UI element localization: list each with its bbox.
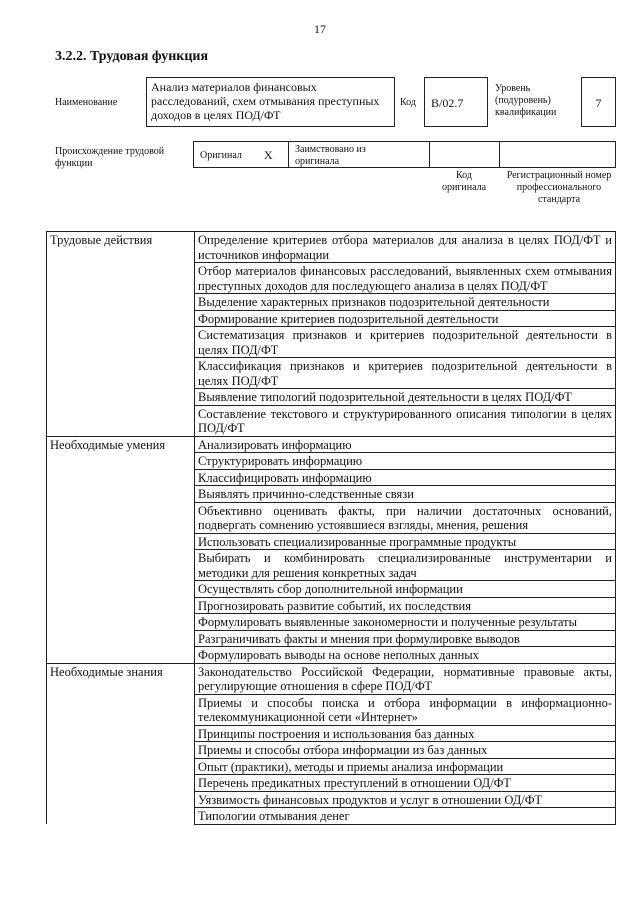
original-mark: X xyxy=(264,148,273,162)
section-item: Разграничивать факты и мнения при формулировке выводов xyxy=(195,630,616,647)
borrowed-label: Заимствовано из оригинала xyxy=(295,144,366,167)
table-row xyxy=(47,663,616,694)
section-title-cell: Необходимые знания xyxy=(47,663,195,824)
table-row xyxy=(47,232,616,263)
section-item: Выбирать и комбинировать специализированные инструментарии и методики для решения конкретных задач xyxy=(195,550,616,581)
section-item: Законодательство Российской Федерации, нормативные правовые акты, регулирующие отношения в сфере ПОД/ФТ xyxy=(195,663,616,694)
section-item: Формулировать выводы на основе неполных данных xyxy=(195,647,616,664)
section-item: Составление текстового и структурированного описания типологии в целях ПОД/ФТ xyxy=(195,405,616,436)
section-item: Классификация признаков и критериев подозрительной деятельности в целях ПОД/ФТ xyxy=(195,358,616,389)
code-label: Код xyxy=(400,97,416,108)
borrowed-cell xyxy=(288,141,430,168)
original-code-cell xyxy=(429,141,500,168)
reg-number-cell xyxy=(499,141,616,168)
section-item: Классифицировать информацию xyxy=(195,469,616,486)
reg-caption: Регистрационный номер профессионального стандарта xyxy=(506,170,612,205)
original-cell xyxy=(193,141,289,168)
section-item: Перечень предикатных преступлений в отношении ОД/ФТ xyxy=(195,775,616,792)
level-label: Уровень (подуровень) квалификации xyxy=(495,83,557,118)
section-item: Определение критериев отбора материалов для анализа в целях ПОД/ФТ и источников информации xyxy=(195,232,616,263)
section-item: Приемы и способы отбора информации из баз данных xyxy=(195,742,616,759)
section-item: Типологии отмывания денег xyxy=(195,808,616,825)
origin-label: Происхождение трудовой функции xyxy=(55,146,165,169)
section-title-cell: Необходимые умения xyxy=(47,436,195,663)
section-item: Объективно оценивать факты, при наличии достаточных оснований, подвергать сомнению устоявшиеся взгляды, мнения, решения xyxy=(195,502,616,533)
section-item: Использовать специализированные программные продукты xyxy=(195,533,616,550)
code-caption: Код оригинала xyxy=(441,170,487,193)
section-item: Формулировать выявленные закономерности и полученные результаты xyxy=(195,614,616,631)
name-value: Анализ материалов финансовых расследований, схем отмывания преступных доходов в целях ПОД/ФТ xyxy=(146,77,395,127)
function-table xyxy=(46,231,616,825)
section-item: Выделение характерных признаков подозрительной деятельности xyxy=(195,294,616,311)
section-item: Выявлять причинно-следственные связи xyxy=(195,486,616,503)
page-number: 17 xyxy=(314,22,326,36)
section-item: Принципы построения и использования баз данных xyxy=(195,725,616,742)
section-title: 3.2.2. Трудовая функция xyxy=(55,49,209,64)
section-item: Отбор материалов финансовых расследований, выявленных схем отмывания преступных доходов для последующего анализа в целях ПОД/ФТ xyxy=(195,263,616,294)
table-row xyxy=(47,436,616,453)
code-value: B/02.7 xyxy=(424,77,488,127)
section-item: Прогнозировать развитие событий, их последствия xyxy=(195,597,616,614)
section-item: Опыт (практики), методы и приемы анализа информации xyxy=(195,758,616,775)
name-label: Наименование xyxy=(55,97,118,108)
section-item: Формирование критериев подозрительной деятельности xyxy=(195,310,616,327)
section-title-cell: Трудовые действия xyxy=(47,232,195,437)
section-item: Систематизация признаков и критериев подозрительной деятельности в целях ПОД/ФТ xyxy=(195,327,616,358)
section-item: Структурировать информацию xyxy=(195,453,616,470)
section-item: Выявление типологий подозрительной деятельности в целях ПОД/ФТ xyxy=(195,389,616,406)
section-item: Анализировать информацию xyxy=(195,436,616,453)
original-label: Оригинал xyxy=(200,150,242,161)
section-item: Осуществлять сбор дополнительной информации xyxy=(195,581,616,598)
section-item: Приемы и способы поиска и отбора информации в информационно-телекоммуникационной сети «Интернет» xyxy=(195,694,616,725)
level-value: 7 xyxy=(581,77,616,127)
section-item: Уязвимость финансовых продуктов и услуг в отношении ОД/ФТ xyxy=(195,791,616,808)
